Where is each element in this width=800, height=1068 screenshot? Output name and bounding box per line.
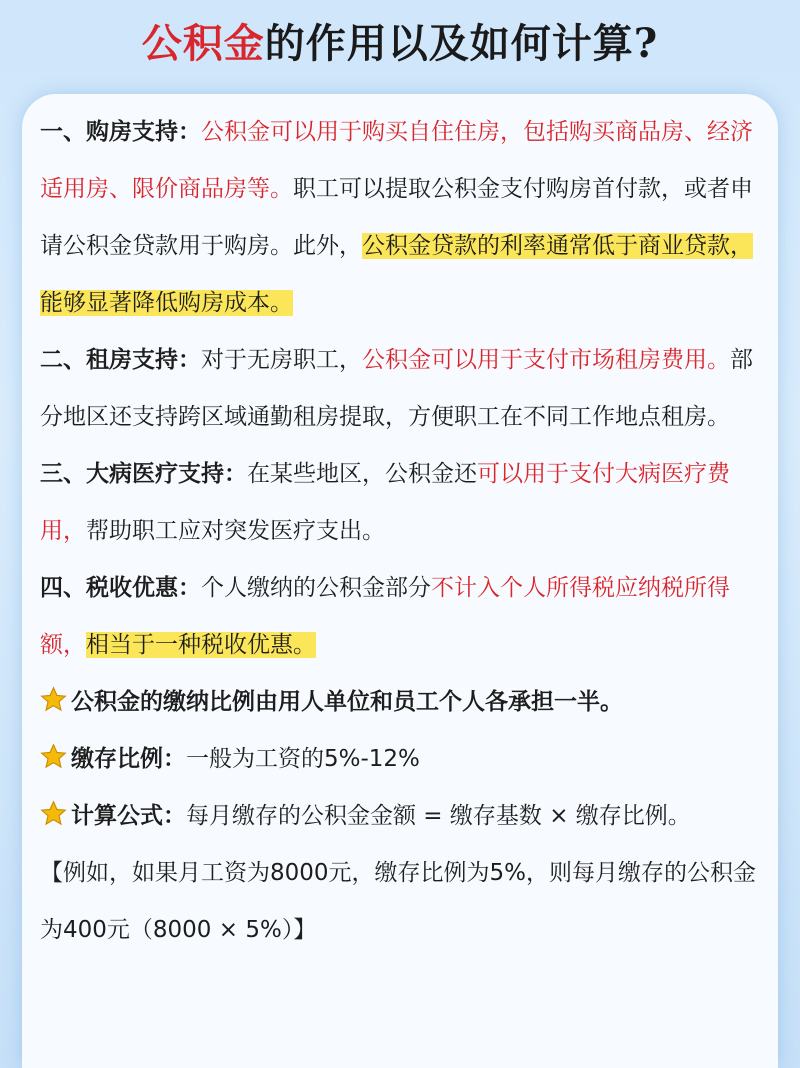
- content-body: [40, 104, 764, 959]
- star-icon: [40, 686, 67, 713]
- star-item-value: 一般为工资的5%-12%: [186, 746, 420, 772]
- section-heading: 三、大病医疗支持：: [40, 461, 247, 487]
- plain-text: 部分地区还支持跨区域通勤租房提取，方便职工在不同工作地点租房。: [40, 347, 753, 430]
- section-tax: [40, 560, 764, 674]
- star-icon: [40, 743, 67, 770]
- section-heading: 二、租房支持：: [40, 347, 201, 373]
- star-item-formula: [40, 788, 764, 845]
- highlight-text: 公积金贷款的利率通常低于商业贷款，能够显著降低购房成本。: [40, 233, 753, 316]
- plain-text: 个人缴纳的公积金部分: [201, 575, 431, 601]
- plain-text: 对于无房职工，: [201, 347, 362, 373]
- star-item-ratio: [40, 731, 764, 788]
- section-heading: 一、购房支持：: [40, 119, 201, 145]
- title-red-part: 公积金: [141, 20, 265, 67]
- plain-text: 在某些地区，公积金还: [247, 461, 477, 487]
- plain-text: 帮助职工应对突发医疗支出。: [86, 518, 385, 544]
- red-text: 不计入个人所得税应纳税所得额，: [40, 575, 730, 658]
- example-text: 【例如，如果月工资为8000元，缴存比例为5%，则每月缴存的公积金为400元（8000 × 5%）】: [40, 860, 757, 943]
- star-item-share: [40, 674, 764, 731]
- section-rent: [40, 332, 764, 446]
- section-medical: [40, 446, 764, 560]
- section-heading: 四、税收优惠：: [40, 575, 201, 601]
- page-title: [0, 14, 800, 74]
- star-item-value: 每月缴存的公积金金额 = 缴存基数 × 缴存比例。: [186, 803, 691, 829]
- plain-text: 职工可以提取公积金支付购房首付款，或者申请公积金贷款用于购房。此外，: [40, 176, 753, 259]
- star-item-label: 缴存比例：: [71, 746, 186, 772]
- red-text: 公积金可以用于支付市场租房费用。: [362, 347, 730, 373]
- star-item-text: 公积金的缴纳比例由用人单位和员工个人各承担一半。: [71, 689, 623, 715]
- title-rest: 的作用以及如何计算?: [264, 20, 659, 67]
- star-item-label: 计算公式：: [71, 803, 186, 829]
- section-buy: [40, 104, 764, 332]
- highlight-text: 相当于一种税收优惠。: [86, 632, 316, 658]
- red-text: 公积金可以用于购买自住住房，包括购买商品房、经济适用房、限价商品房等。: [40, 119, 753, 202]
- star-icon: [40, 800, 67, 827]
- red-text: 可以用于支付大病医疗费用，: [40, 461, 730, 544]
